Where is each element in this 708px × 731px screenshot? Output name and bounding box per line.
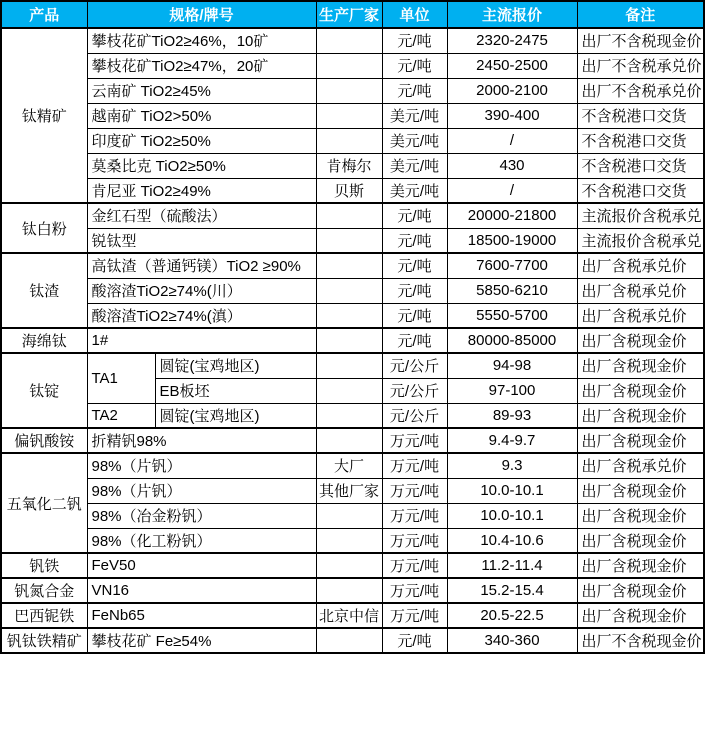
note-cell: 出厂含税现金价 bbox=[577, 503, 704, 528]
price-cell: / bbox=[447, 128, 577, 153]
product-cell: 钒氮合金 bbox=[1, 578, 87, 603]
col-header-vendor: 生产厂家 bbox=[316, 1, 382, 28]
unit-cell: 元/吨 bbox=[382, 253, 447, 278]
note-cell: 出厂含税承兑价 bbox=[577, 453, 704, 478]
unit-cell: 元/吨 bbox=[382, 28, 447, 53]
table-row bbox=[1, 453, 704, 478]
table-row bbox=[1, 303, 704, 328]
vendor-cell bbox=[316, 253, 382, 278]
unit-cell: 万元/吨 bbox=[382, 553, 447, 578]
unit-cell: 万元/吨 bbox=[382, 428, 447, 453]
table-row bbox=[1, 153, 704, 178]
price-cell: 9.3 bbox=[447, 453, 577, 478]
vendor-cell: 贝斯 bbox=[316, 178, 382, 203]
product-cell: 钛白粉 bbox=[1, 203, 87, 253]
note-cell: 主流报价含税承兑 bbox=[577, 228, 704, 253]
price-cell: 89-93 bbox=[447, 403, 577, 428]
spec-cell: 云南矿 TiO2≥45% bbox=[87, 78, 316, 103]
vendor-cell bbox=[316, 303, 382, 328]
table-row bbox=[1, 428, 704, 453]
price-cell: 5550-5700 bbox=[447, 303, 577, 328]
spec-cell: FeNb65 bbox=[87, 603, 316, 628]
unit-cell: 万元/吨 bbox=[382, 528, 447, 553]
note-cell: 出厂含税现金价 bbox=[577, 328, 704, 353]
unit-cell: 美元/吨 bbox=[382, 103, 447, 128]
table-row bbox=[1, 128, 704, 153]
price-cell: 18500-19000 bbox=[447, 228, 577, 253]
vendor-cell: 北京中信 bbox=[316, 603, 382, 628]
product-cell: 巴西铌铁 bbox=[1, 603, 87, 628]
product-cell: 偏钒酸铵 bbox=[1, 428, 87, 453]
unit-cell: 万元/吨 bbox=[382, 503, 447, 528]
spec-cell: 98%（冶金粉钒） bbox=[87, 503, 316, 528]
unit-cell: 万元/吨 bbox=[382, 453, 447, 478]
table-row bbox=[1, 278, 704, 303]
price-cell: 10.0-10.1 bbox=[447, 478, 577, 503]
product-cell: 钛锭 bbox=[1, 353, 87, 428]
vendor-cell: 肯梅尔 bbox=[316, 153, 382, 178]
spec-cell: 1# bbox=[87, 328, 316, 353]
table-row bbox=[1, 203, 704, 228]
col-header-price: 主流报价 bbox=[447, 1, 577, 28]
col-header-unit: 单位 bbox=[382, 1, 447, 28]
table-row bbox=[1, 553, 704, 578]
col-header-note: 备注 bbox=[577, 1, 704, 28]
table-row bbox=[1, 578, 704, 603]
table-row bbox=[1, 78, 704, 103]
price-cell: 7600-7700 bbox=[447, 253, 577, 278]
spec-cell: 酸溶渣TiO2≥74%(川） bbox=[87, 278, 316, 303]
note-cell: 出厂含税现金价 bbox=[577, 428, 704, 453]
spec-cell: 高钛渣（普通钙镁）TiO2 ≥90% bbox=[87, 253, 316, 278]
price-cell: 5850-6210 bbox=[447, 278, 577, 303]
unit-cell: 美元/吨 bbox=[382, 128, 447, 153]
spec-cell: 莫桑比克 TiO2≥50% bbox=[87, 153, 316, 178]
unit-cell: 元/吨 bbox=[382, 278, 447, 303]
spec-cell: 酸溶渣TiO2≥74%(滇） bbox=[87, 303, 316, 328]
note-cell: 出厂不含税承兑价 bbox=[577, 78, 704, 103]
unit-cell: 元/吨 bbox=[382, 203, 447, 228]
note-cell: 出厂含税承兑价 bbox=[577, 253, 704, 278]
vendor-cell bbox=[316, 53, 382, 78]
note-cell: 出厂含税现金价 bbox=[577, 553, 704, 578]
vendor-cell bbox=[316, 503, 382, 528]
spec-cell: 圆锭(宝鸡地区) bbox=[155, 353, 316, 378]
vendor-cell bbox=[316, 78, 382, 103]
price-cell: 2320-2475 bbox=[447, 28, 577, 53]
table-row bbox=[1, 503, 704, 528]
spec-cell: 98%（化工粉钒） bbox=[87, 528, 316, 553]
col-header-product: 产品 bbox=[1, 1, 87, 28]
table-row bbox=[1, 328, 704, 353]
product-cell: 钒钛铁精矿 bbox=[1, 628, 87, 653]
vendor-cell bbox=[316, 628, 382, 653]
note-cell: 不含税港口交货 bbox=[577, 178, 704, 203]
unit-cell: 万元/吨 bbox=[382, 478, 447, 503]
product-cell: 钒铁 bbox=[1, 553, 87, 578]
vendor-cell bbox=[316, 328, 382, 353]
table-row bbox=[1, 53, 704, 78]
spec-cell: 圆锭(宝鸡地区) bbox=[155, 403, 316, 428]
table-row bbox=[1, 228, 704, 253]
price-cell: 430 bbox=[447, 153, 577, 178]
spec-cell: 锐钛型 bbox=[87, 228, 316, 253]
price-cell: 9.4-9.7 bbox=[447, 428, 577, 453]
spec-cell: FeV50 bbox=[87, 553, 316, 578]
table-header-row bbox=[1, 1, 704, 28]
vendor-cell: 其他厂家 bbox=[316, 478, 382, 503]
table-body bbox=[1, 28, 704, 653]
table-row bbox=[1, 28, 704, 53]
note-cell: 出厂含税承兑价 bbox=[577, 278, 704, 303]
product-cell: 五氧化二钒 bbox=[1, 453, 87, 553]
vendor-cell: 大厂 bbox=[316, 453, 382, 478]
table-row bbox=[1, 403, 704, 428]
spec-cell: 印度矿 TiO2≥50% bbox=[87, 128, 316, 153]
note-cell: 出厂不含税现金价 bbox=[577, 628, 704, 653]
grade-cell: TA1 bbox=[87, 353, 155, 403]
price-cell: 340-360 bbox=[447, 628, 577, 653]
unit-cell: 元/吨 bbox=[382, 303, 447, 328]
product-cell: 海绵钛 bbox=[1, 328, 87, 353]
vendor-cell bbox=[316, 203, 382, 228]
vendor-cell bbox=[316, 553, 382, 578]
note-cell: 出厂含税现金价 bbox=[577, 403, 704, 428]
price-cell: 2000-2100 bbox=[447, 78, 577, 103]
vendor-cell bbox=[316, 403, 382, 428]
table-row bbox=[1, 353, 704, 378]
price-cell: 10.0-10.1 bbox=[447, 503, 577, 528]
table-row bbox=[1, 478, 704, 503]
vendor-cell bbox=[316, 28, 382, 53]
price-cell: 11.2-11.4 bbox=[447, 553, 577, 578]
note-cell: 出厂含税承兑价 bbox=[577, 303, 704, 328]
price-cell: 15.2-15.4 bbox=[447, 578, 577, 603]
spec-cell: 肯尼亚 TiO2≥49% bbox=[87, 178, 316, 203]
table-row bbox=[1, 628, 704, 653]
unit-cell: 元/吨 bbox=[382, 628, 447, 653]
price-cell: 20.5-22.5 bbox=[447, 603, 577, 628]
price-cell: 94-98 bbox=[447, 353, 577, 378]
product-cell: 钛精矿 bbox=[1, 28, 87, 203]
table-row bbox=[1, 178, 704, 203]
price-cell: 390-400 bbox=[447, 103, 577, 128]
vendor-cell bbox=[316, 103, 382, 128]
note-cell: 不含税港口交货 bbox=[577, 153, 704, 178]
unit-cell: 元/吨 bbox=[382, 78, 447, 103]
spec-cell: 98%（片钒） bbox=[87, 453, 316, 478]
note-cell: 出厂含税现金价 bbox=[577, 603, 704, 628]
note-cell: 出厂含税现金价 bbox=[577, 353, 704, 378]
vendor-cell bbox=[316, 278, 382, 303]
vendor-cell bbox=[316, 128, 382, 153]
note-cell: 出厂含税现金价 bbox=[577, 378, 704, 403]
unit-cell: 元/吨 bbox=[382, 53, 447, 78]
spec-cell: EB板坯 bbox=[155, 378, 316, 403]
note-cell: 出厂含税现金价 bbox=[577, 478, 704, 503]
spec-cell: 金红石型（硫酸法） bbox=[87, 203, 316, 228]
note-cell: 出厂不含税承兑价 bbox=[577, 53, 704, 78]
note-cell: 不含税港口交货 bbox=[577, 128, 704, 153]
table-row bbox=[1, 103, 704, 128]
unit-cell: 元/吨 bbox=[382, 328, 447, 353]
unit-cell: 元/公斤 bbox=[382, 403, 447, 428]
spec-cell: 折精钒98% bbox=[87, 428, 316, 453]
unit-cell: 万元/吨 bbox=[382, 603, 447, 628]
vendor-cell bbox=[316, 528, 382, 553]
note-cell: 出厂不含税现金价 bbox=[577, 28, 704, 53]
table-row bbox=[1, 528, 704, 553]
col-header-spec: 规格/牌号 bbox=[87, 1, 316, 28]
vendor-cell bbox=[316, 378, 382, 403]
unit-cell: 元/公斤 bbox=[382, 378, 447, 403]
unit-cell: 美元/吨 bbox=[382, 178, 447, 203]
spec-cell: 98%（片钒） bbox=[87, 478, 316, 503]
unit-cell: 万元/吨 bbox=[382, 578, 447, 603]
note-cell: 出厂含税现金价 bbox=[577, 578, 704, 603]
note-cell: 出厂含税现金价 bbox=[577, 528, 704, 553]
spec-cell: 攀枝花矿TiO2≥46%，10矿 bbox=[87, 28, 316, 53]
price-cell: 10.4-10.6 bbox=[447, 528, 577, 553]
price-cell: 97-100 bbox=[447, 378, 577, 403]
unit-cell: 元/公斤 bbox=[382, 353, 447, 378]
spec-cell: 攀枝花矿TiO2≥47%，20矿 bbox=[87, 53, 316, 78]
price-cell: 2450-2500 bbox=[447, 53, 577, 78]
product-cell: 钛渣 bbox=[1, 253, 87, 328]
price-cell: 80000-85000 bbox=[447, 328, 577, 353]
unit-cell: 美元/吨 bbox=[382, 153, 447, 178]
spec-cell: 攀枝花矿 Fe≥54% bbox=[87, 628, 316, 653]
vendor-cell bbox=[316, 228, 382, 253]
vendor-cell bbox=[316, 353, 382, 378]
spec-cell: VN16 bbox=[87, 578, 316, 603]
note-cell: 不含税港口交货 bbox=[577, 103, 704, 128]
table-row bbox=[1, 253, 704, 278]
price-cell: / bbox=[447, 178, 577, 203]
unit-cell: 元/吨 bbox=[382, 228, 447, 253]
table-row bbox=[1, 603, 704, 628]
note-cell: 主流报价含税承兑 bbox=[577, 203, 704, 228]
spec-cell: 越南矿 TiO2>50% bbox=[87, 103, 316, 128]
vendor-cell bbox=[316, 428, 382, 453]
grade-cell: TA2 bbox=[87, 403, 155, 428]
price-cell: 20000-21800 bbox=[447, 203, 577, 228]
vendor-cell bbox=[316, 578, 382, 603]
